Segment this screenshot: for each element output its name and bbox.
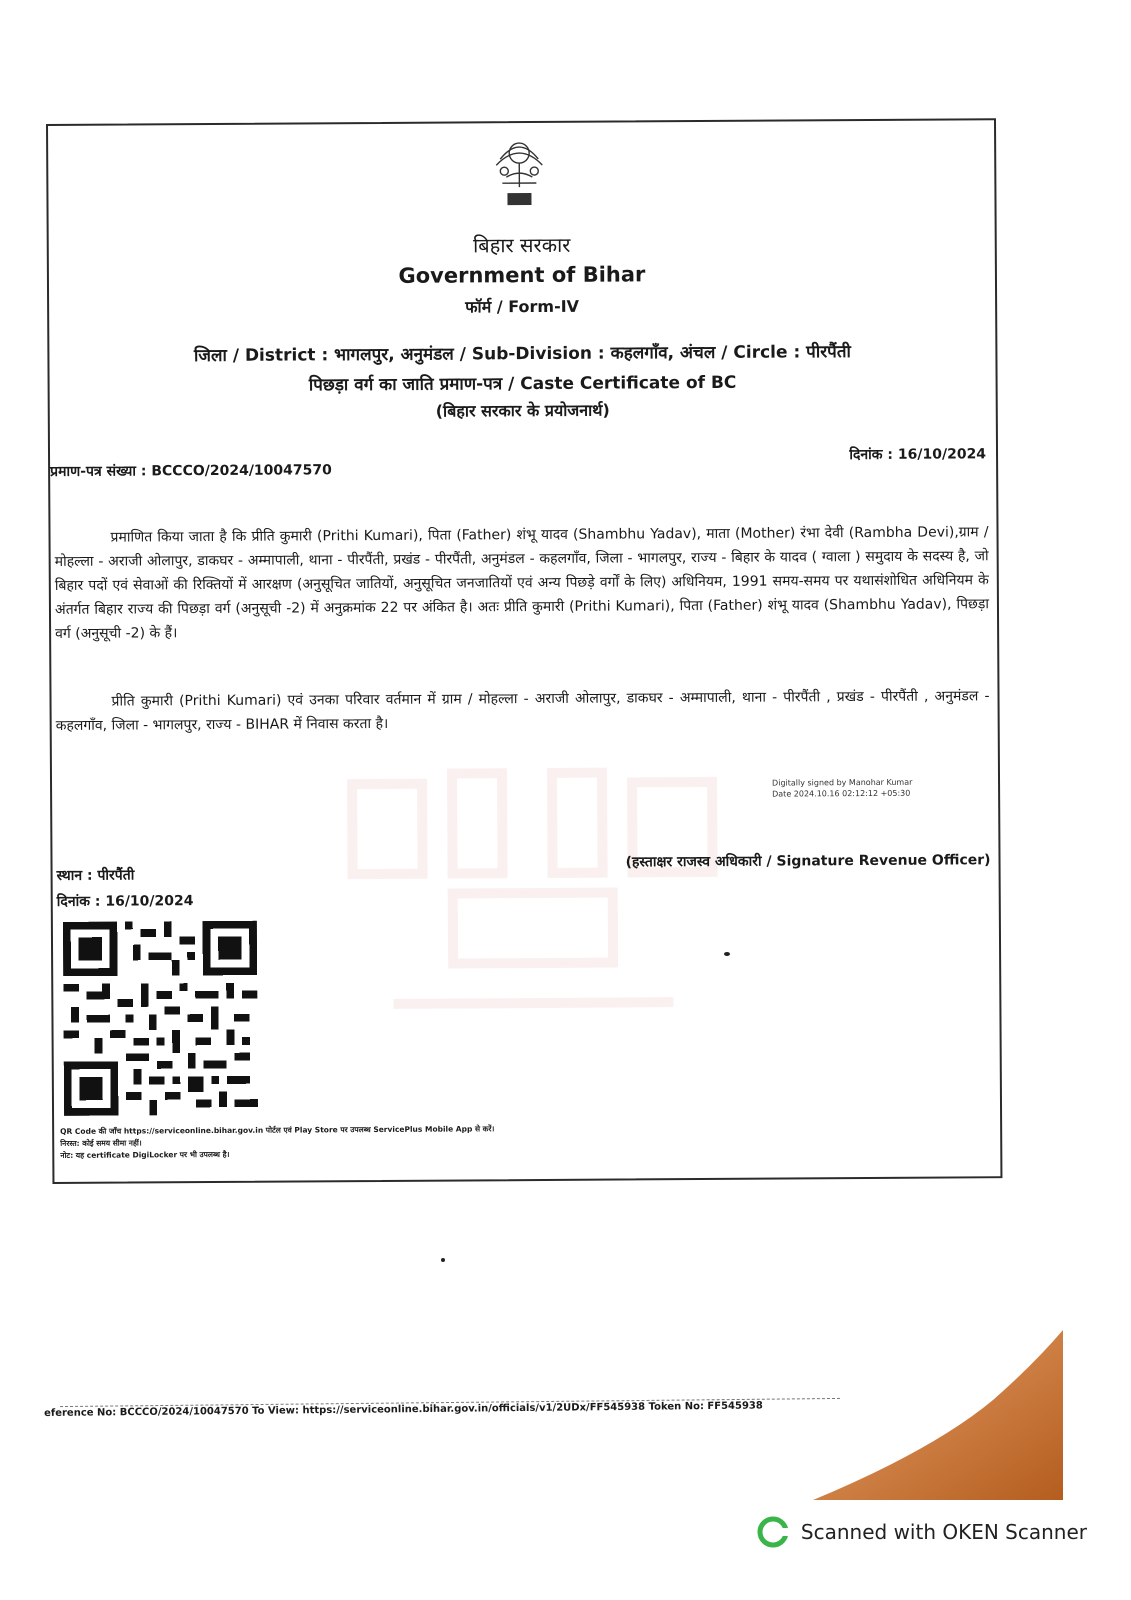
digital-signature-date: Date 2024.10.16 02:12:12 +05:30: [772, 788, 911, 799]
government-english-title: Government of Bihar: [398, 262, 646, 288]
digital-signature: [772, 776, 972, 799]
scanner-watermark: [757, 1516, 1087, 1548]
government-hindi-title: बिहार सरकार: [472, 232, 571, 258]
jurisdiction-line: जिला / District : भागलपुर, अनुमंडल / Sub-Division : कहलगाँव, अंचल / Circle : पीरपैंती: [193, 342, 851, 367]
footnote-verify: QR Code की जाँच https://serviceonline.bihar.gov.in पोर्टल एवं Play Store पर उपलब्ध ServicePlus Mobile App से करें।: [60, 1124, 495, 1136]
bihar-emblem-icon: [480, 131, 558, 213]
footnote-digilocker: नोट: यह certificate DigiLocker पर भी उपलब्ध है।: [60, 1149, 230, 1160]
qr-footnotes: [60, 1122, 740, 1162]
signature-revenue-officer: (हस्ताक्षर राजस्व अधिकारी / Signature Revenue Officer): [625, 852, 991, 871]
form-number: फॉर्म / Form-IV: [465, 296, 580, 317]
scanned-page-edge: [743, 1330, 1063, 1500]
caste-certificate: [46, 118, 1002, 1184]
place: स्थान : पीरपैंती: [56, 867, 135, 884]
footnote-validity: निरस्त: कोई समय सीमा नहीं।: [60, 1138, 142, 1148]
certificate-purpose: (बिहार सरकार के प्रयोजनार्थ): [435, 400, 610, 421]
bihar-sarkar-watermark-icon: [332, 762, 734, 1024]
certification-paragraph: प्रमाणित किया जाता है कि प्रीति कुमारी (Prithi Kumari), पिता (Father) शंभू यादव (Shambhu Yadav), माता (Mother) रंभा देवी (Rambha Devi),ग्राम / मोहल्ला - अराजी ओलापुर, डाकघर - अम्मापाली, थाना - पीरपैंती, प्रखंड - पीरपैंती, अनुमंडल - कहलगाँव, जिला - भागलपुर, राज्य - बिहार के यादव ( ग्वाला ) समुदाय के सदस्य है, जो बिहार पदों एवं सेवाओं की रिक्तियों में आरक्षण (अनुसूचित जातियों, अनुसूचित जनजातियों एवं अन्य पिछड़े वर्गों के लिए) अधिनियम, 1991 समय-समय पर यथासंशोधित अधिनियम के अंतर्गत बिहार राज्य की पिछड़ा वर्ग (अनुसूची -2) में अनुक्रमांक 22 पर अंकित है। अतः प्रीति कुमारी (Prithi Kumari), पिता (Father) शंभू यादव (Shambhu Yadav), पिछड़ा वर्ग (अनुसूची -2) के हैं।: [54, 524, 990, 642]
qr-code-icon: [63, 921, 258, 1116]
digital-signature-signer: Digitally signed by Manohar Kumar: [772, 777, 913, 788]
certificate-title: पिछड़ा वर्ग का जाति प्रमाण-पत्र / Caste Certificate of BC: [308, 372, 737, 396]
speck-mark: [724, 952, 730, 956]
residence-paragraph: प्रीति कुमारी (Prithi Kumari) एवं उनका परिवार वर्तमान में ग्राम / मोहल्ला - अराजी ओलापुर, डाकघर - अम्मापाली, थाना - पीरपैंती , प्रखंड - पीरपैंती , अनुमंडल - कहलगाँव, जिला - भागलपुर, राज्य - BIHAR में निवास करता है।: [55, 688, 990, 734]
issue-date: दिनांक : 16/10/2024: [849, 446, 987, 464]
certificate-number: प्रमाण-पत्र संख्या : BCCCO/2024/10047570: [50, 462, 332, 480]
oken-scanner-logo-icon: [757, 1516, 789, 1548]
reference-line: eference No: BCCCO/2024/10047570 To View: https://serviceonline.bihar.gov.in/officials/v1/2UDx/FF545938 Token No: FF545938: [44, 1400, 763, 1419]
scanner-label: Scanned with OKEN Scanner: [800, 1520, 1087, 1544]
signature-date: दिनांक : 16/10/2024: [56, 893, 194, 910]
speck-mark: [441, 1258, 445, 1262]
